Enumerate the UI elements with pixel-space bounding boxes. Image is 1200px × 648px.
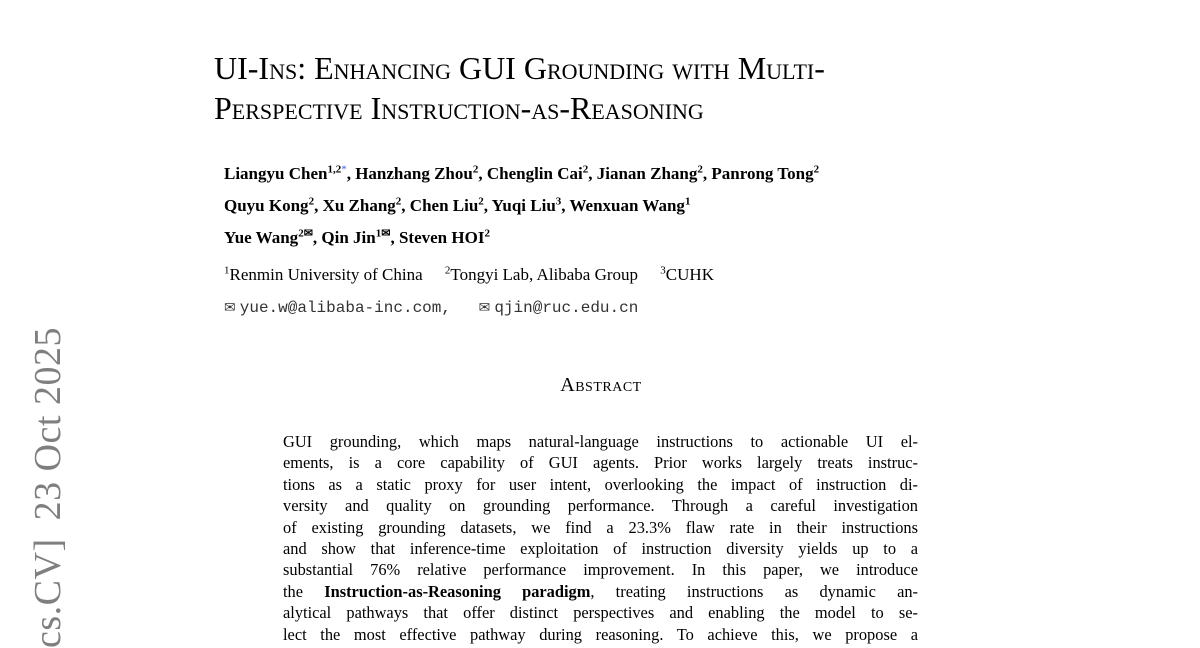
abstract-line: of existing grounding datasets, we find a 23.3% flaw rate in their instructions — [283, 517, 918, 537]
affil-sup: 3 — [660, 264, 666, 277]
affiliations — [224, 264, 944, 286]
affiliation: CUHK — [665, 265, 714, 284]
author-name: Xu Zhang — [322, 196, 396, 215]
affiliation: Renmin University of China — [229, 265, 423, 284]
author-name: Steven HOI — [398, 228, 485, 247]
author-affil-sup: 2 — [582, 163, 589, 176]
affil-sup: 2 — [444, 264, 451, 277]
author-affil-sup: 2 — [472, 163, 479, 176]
paradigm-highlight: Instruction-as-Reasoning paradigm — [324, 581, 591, 601]
author-name: Yue Wang — [224, 228, 299, 247]
corresponding-mail-icon: ✉ — [303, 227, 313, 240]
author-affil-sup: 2 — [484, 227, 490, 240]
author-list — [224, 158, 944, 254]
envelope-icon: ✉ — [224, 300, 236, 316]
abstract-line: GUI grounding, which maps natural-language instructions to actionable UI el- — [283, 432, 918, 451]
author-name: Jianan Zhang — [596, 164, 698, 183]
abstract-line: and show that inference-time exploitation of instruction diversity yields up to a — [283, 538, 918, 558]
corresponding-mail-icon: ✉ — [381, 227, 391, 240]
author-line-1: Liangyu Chen$^{1,2*}$, Hanzhang Zhou$^2$, Chenglin Cai$^2$, Jianan Zhang$^2$, Panrong Tong$^2$ — [224, 163, 820, 183]
envelope-icon: ✉ — [478, 300, 491, 316]
author-name: Panrong Tong — [711, 164, 814, 183]
author-affil-sup: 1 — [375, 227, 382, 240]
author-name: Quyu Kong — [224, 196, 309, 215]
abstract-line: tions as a static proxy for user intent, overlooking the impact of instruction di- — [283, 474, 918, 494]
abstract-body — [283, 431, 918, 645]
author-affil-sup: 1 — [684, 195, 691, 208]
author-name: Qin Jin — [321, 228, 376, 247]
abstract-line: versity and quality on grounding performance. Through a careful investigation — [283, 496, 918, 516]
equal-contribution-mark: * — [341, 163, 347, 176]
arxiv-date: 23 Oct 2025 — [27, 327, 69, 521]
author-name: Wenxuan Wang — [569, 196, 685, 215]
author-name: Yuqi Liu — [491, 196, 556, 215]
affil-sup: 1 — [224, 264, 230, 277]
title-line-2: Perspective Instruction-as-Reasoning — [214, 90, 704, 126]
author-line-3: Yue Wang$^{2✉}$, Qin Jin$^{1✉}$, Steven HOI$^2$ — [224, 227, 490, 247]
abstract-heading — [0, 374, 1200, 397]
author-name: Chenglin Cai — [486, 164, 583, 183]
author-affil-sup: 2 — [478, 195, 484, 208]
arxiv-category: cs.CV] — [27, 538, 69, 648]
author-affil-sup: 1,2 — [327, 163, 342, 176]
author-affil-sup: 2 — [395, 195, 402, 208]
author-name: Chen Liu — [409, 196, 479, 215]
abstract-line: alytical pathways that offer distinct perspectives and enabling the model to se- — [283, 603, 918, 623]
abstract-text: the — [283, 581, 325, 601]
author-name: Liangyu Chen — [224, 164, 328, 183]
abstract-heading-text: Abstract — [560, 374, 642, 396]
author-name: Hanzhang Zhou — [355, 164, 473, 183]
abstract-text: , treating instructions as dynamic an- — [590, 581, 918, 601]
abstract-line: lect the most effective pathway during reasoning. To achieve this, we propose a — [283, 624, 918, 644]
author-affil-sup: 3 — [555, 195, 562, 208]
affiliation: Tongyi Lab, Alibaba Group — [450, 265, 639, 284]
author-affil-sup: 2 — [308, 195, 315, 208]
email-link[interactable]: yue.w@alibaba-inc.com, — [239, 299, 451, 317]
abstract-line: substantial 76% relative performance improvement. In this paper, we introduce — [283, 560, 918, 580]
contact-emails — [224, 297, 944, 319]
author-affil-sup: 2 — [813, 163, 820, 176]
email-link[interactable]: qjin@ruc.edu.cn — [494, 299, 639, 317]
abstract-line — [283, 581, 918, 602]
author-line-2: Quyu Kong$^2$, Xu Zhang$^2$, Chen Liu$^2$, Yuqi Liu$^3$, Wenxuan Wang$^1$ — [224, 195, 691, 215]
paper-title — [214, 48, 1014, 128]
author-affil-sup: 2 — [697, 163, 703, 176]
abstract-line: ements, is a core capability of GUI agents. Prior works largely treats instruc- — [283, 453, 918, 473]
author-affil-sup: 2 — [298, 227, 304, 240]
title-line-1: UI-Ins: Enhancing GUI Grounding with Multi- — [214, 50, 825, 86]
